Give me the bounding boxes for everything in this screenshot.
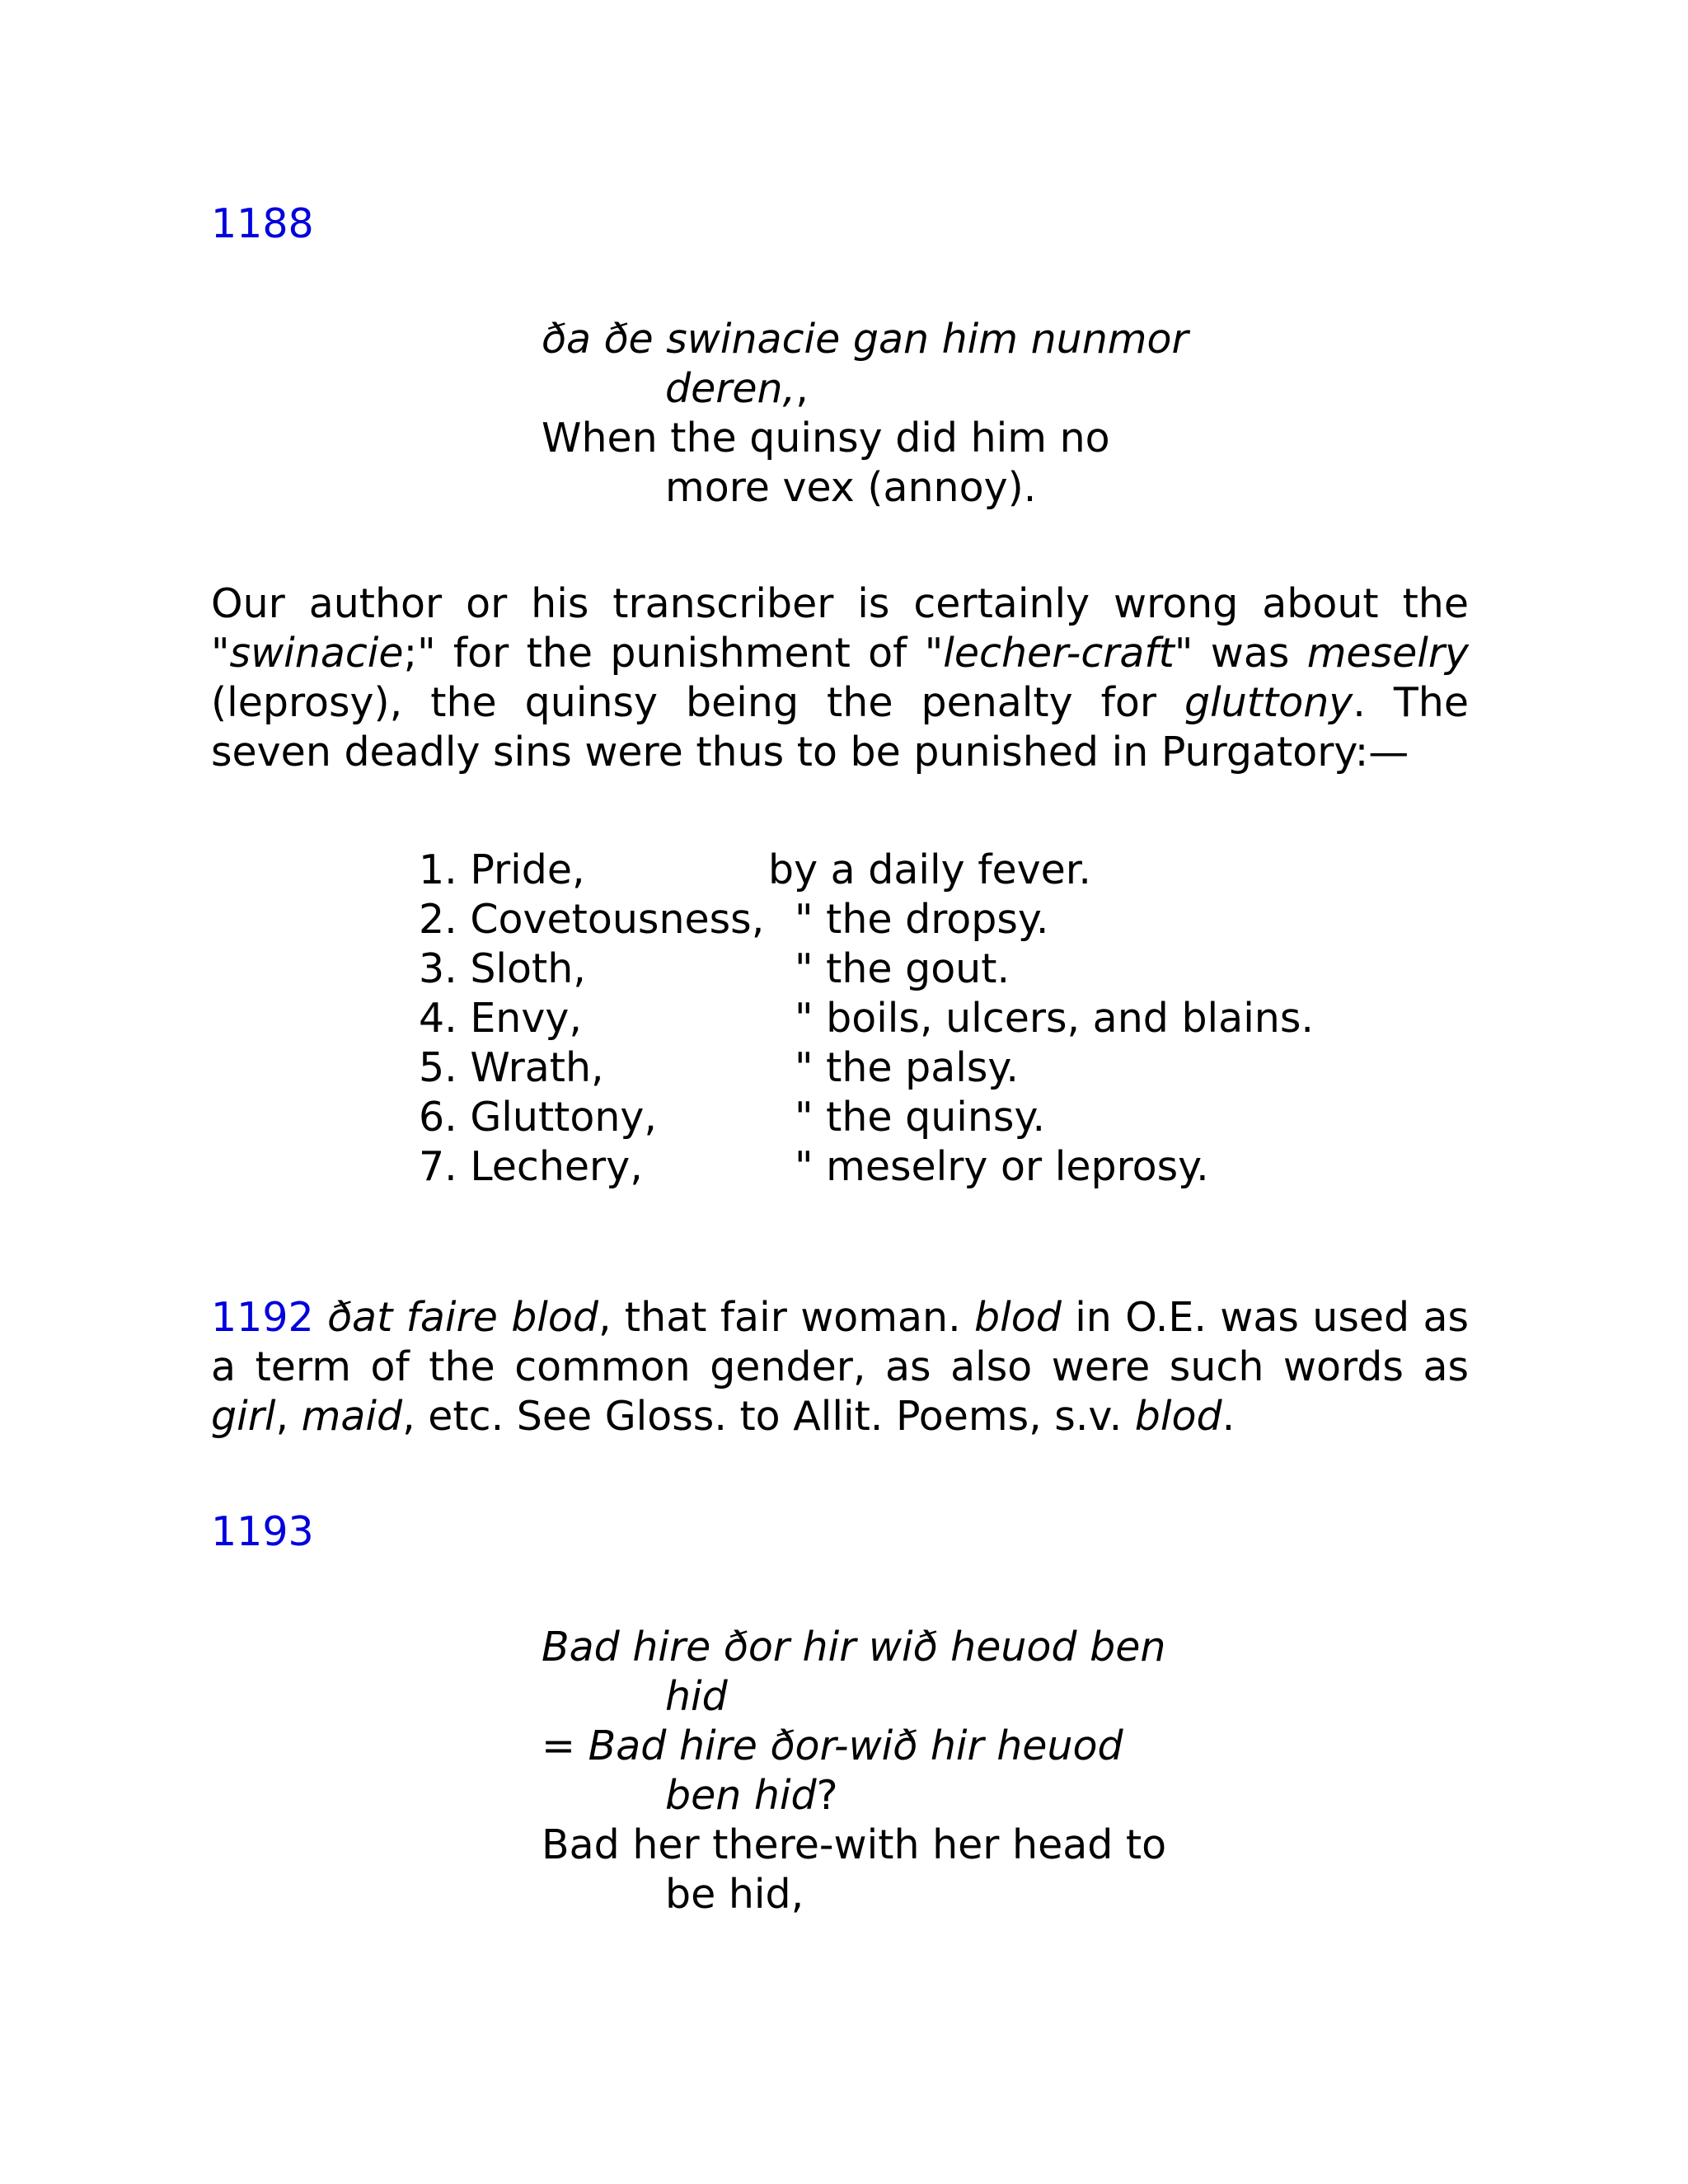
line-number-link-1188[interactable]: 1188 — [211, 200, 314, 247]
verse-line: Bad her there-with her head to — [542, 1821, 1167, 1868]
sin-name: 2. Covetousness, — [419, 896, 765, 943]
sin-name: 1. Pride, — [419, 846, 585, 893]
verse-line: be hid, — [665, 1871, 804, 1918]
sin-penalty: " the palsy. — [795, 1044, 1019, 1091]
verse-line: more vex (annoy). — [665, 464, 1037, 511]
verse-1193 — [542, 1623, 1166, 1919]
verse-line: Bad hire ðor hir wið heuod ben — [542, 1624, 1166, 1671]
sin-penalty: " the quinsy. — [795, 1094, 1046, 1141]
verse-line: ben hid? — [665, 1772, 838, 1819]
verse-line: When the quinsy did him no — [542, 415, 1110, 462]
sin-name: 4. Envy, — [419, 995, 582, 1042]
sin-penalty: by a daily fever. — [768, 846, 1091, 893]
paragraph-1188-commentary: Our author or his transcriber is certainly wrong about the "swinacie;" for the punishment of "lecher-craft" was meselry (leprosy), the quinsy being the penalty for gluttony. The seven deadly sins were thus to be punished in Purgatory:— — [211, 580, 1469, 776]
line-number-link-1192[interactable]: 1192 — [211, 1294, 314, 1341]
verse-line: hid — [665, 1673, 728, 1720]
sin-name: 5. Wrath, — [419, 1044, 604, 1091]
sin-name: 7. Lechery, — [419, 1143, 643, 1190]
line-number-link-1193[interactable]: 1193 — [211, 1508, 314, 1555]
paragraph-1192: 1192 ðat faire blod, that fair woman. blod in O.E. was used as a term of the common gender, as also were such words as girl, maid, etc. See Gloss. to Allit. Poems, s.v. blod. — [211, 1294, 1470, 1440]
verse-text-italic: ða ðe swinacie gan him nunmor — [542, 316, 1189, 363]
sin-penalty: " meselry or leprosy. — [795, 1143, 1209, 1190]
verse-line: = Bad hire ðor-wið hir heuod — [542, 1722, 1123, 1769]
sin-penalty: " the gout. — [795, 945, 1010, 992]
verse-1188 — [542, 315, 1189, 513]
verse-text-italic: deren, — [665, 365, 796, 412]
sin-name: 6. Gluttony, — [419, 1094, 657, 1141]
sin-name: 3. Sloth, — [419, 945, 586, 992]
verse-line — [542, 315, 1189, 364]
sin-penalty: " the dropsy. — [795, 896, 1049, 943]
verse-line: deren,, — [665, 365, 809, 412]
sin-penalty: " boils, ulcers, and blains. — [795, 995, 1314, 1042]
